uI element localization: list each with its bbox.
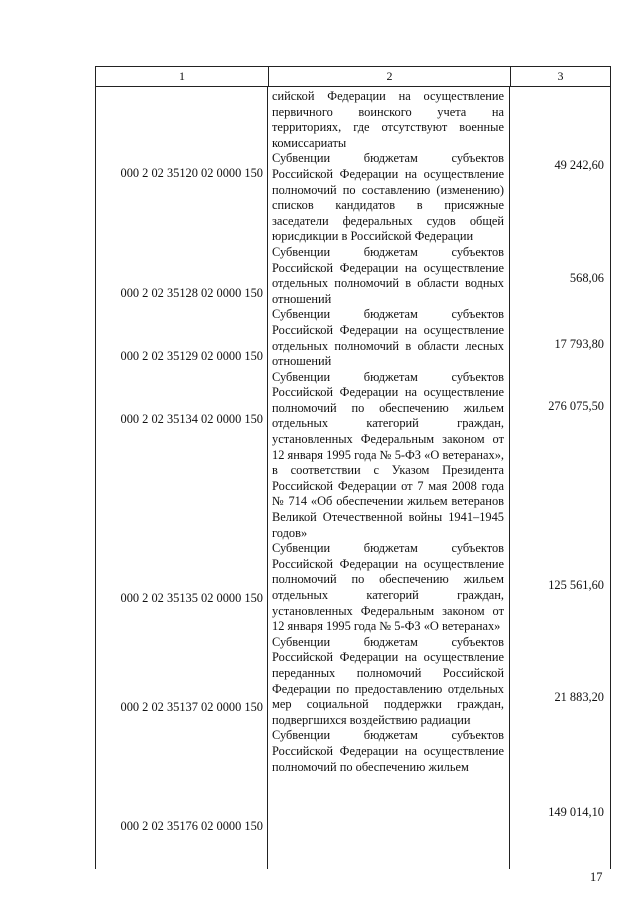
- row-description: Субвенции бюджетам субъектов Российской Федерации на осуществление отдельных полномочий в области водных отношений: [272, 244, 504, 306]
- column-divider: [267, 87, 268, 869]
- table-header: [96, 67, 610, 87]
- row-description: Субвенции бюджетам субъектов Российской Федерации на осуществление полномочий по составлению (изменению) списков кандидатов в присяжные заседатели федеральных судов общей юрисдикции в Российской Федерации: [272, 151, 504, 244]
- row-code: 000 2 02 35135 02 0000 150: [120, 591, 263, 605]
- header-col-1: 1: [179, 69, 185, 83]
- row-code: 000 2 02 35134 02 0000 150: [120, 412, 263, 426]
- row-description: Субвенции бюджетам субъектов Российской Федерации на осуществление отдельных полномочий в области лесных отношений: [272, 307, 504, 369]
- row-description: Субвенции бюджетам субъектов Российской Федерации на осуществление полномочий по обеспечению жильем: [272, 728, 504, 774]
- row-amount: 276 075,50: [548, 399, 604, 413]
- row-description: Субвенции бюджетам субъектов Российской Федерации на осуществление полномочий по обеспечению жильем отдельных категорий граждан, установленных Федеральным законом от 12 января 1995 года № 5-ФЗ «О ветеранах»: [272, 541, 504, 634]
- row-amount: 149 014,10: [548, 805, 604, 819]
- budget-table: [95, 66, 611, 869]
- table-body: [96, 87, 610, 869]
- row-code: 000 2 02 35128 02 0000 150: [120, 286, 263, 300]
- row-code: 000 2 02 35120 02 0000 150: [120, 166, 263, 180]
- row-amount: 21 883,20: [554, 690, 604, 704]
- header-col-3: 3: [510, 67, 610, 86]
- row-code: 000 2 02 35176 02 0000 150: [120, 819, 263, 833]
- row-code: 000 2 02 35129 02 0000 150: [120, 349, 263, 363]
- header-col-2: 2: [268, 67, 510, 86]
- page-number: 17: [590, 870, 603, 884]
- description-column: [272, 89, 504, 775]
- row-code: 000 2 02 35137 02 0000 150: [120, 700, 263, 714]
- row-description: Субвенции бюджетам субъектов Российской Федерации на осуществление полномочий по обеспечению жильем отдельных категорий граждан, установленных Федеральным законом от 12 января 1995 года № 5-ФЗ «О ветеранах», в соответствии с Указом Президента Российской Федерации от 7 мая 2008 года № 714 «Об обеспечении жильем ветеранов Великой Отечественной войны 1941–1945 годов»: [272, 369, 504, 540]
- row-description: сийской Федерации на осуществление первичного воинского учета на территориях, где отсутствуют военные комиссариаты: [272, 89, 504, 150]
- row-description: Субвенции бюджетам субъектов Российской Федерации на осуществление переданных полномочий Российской Федерации по предоставлению отдельных мер социальной поддержки граждан, подвергшихся воздействию радиации: [272, 634, 504, 727]
- row-amount: 568,06: [569, 271, 604, 285]
- row-amount: 125 561,60: [548, 578, 604, 592]
- row-amount: 17 793,80: [554, 337, 604, 351]
- row-amount: 49 242,60: [554, 158, 604, 172]
- column-divider: [509, 87, 510, 869]
